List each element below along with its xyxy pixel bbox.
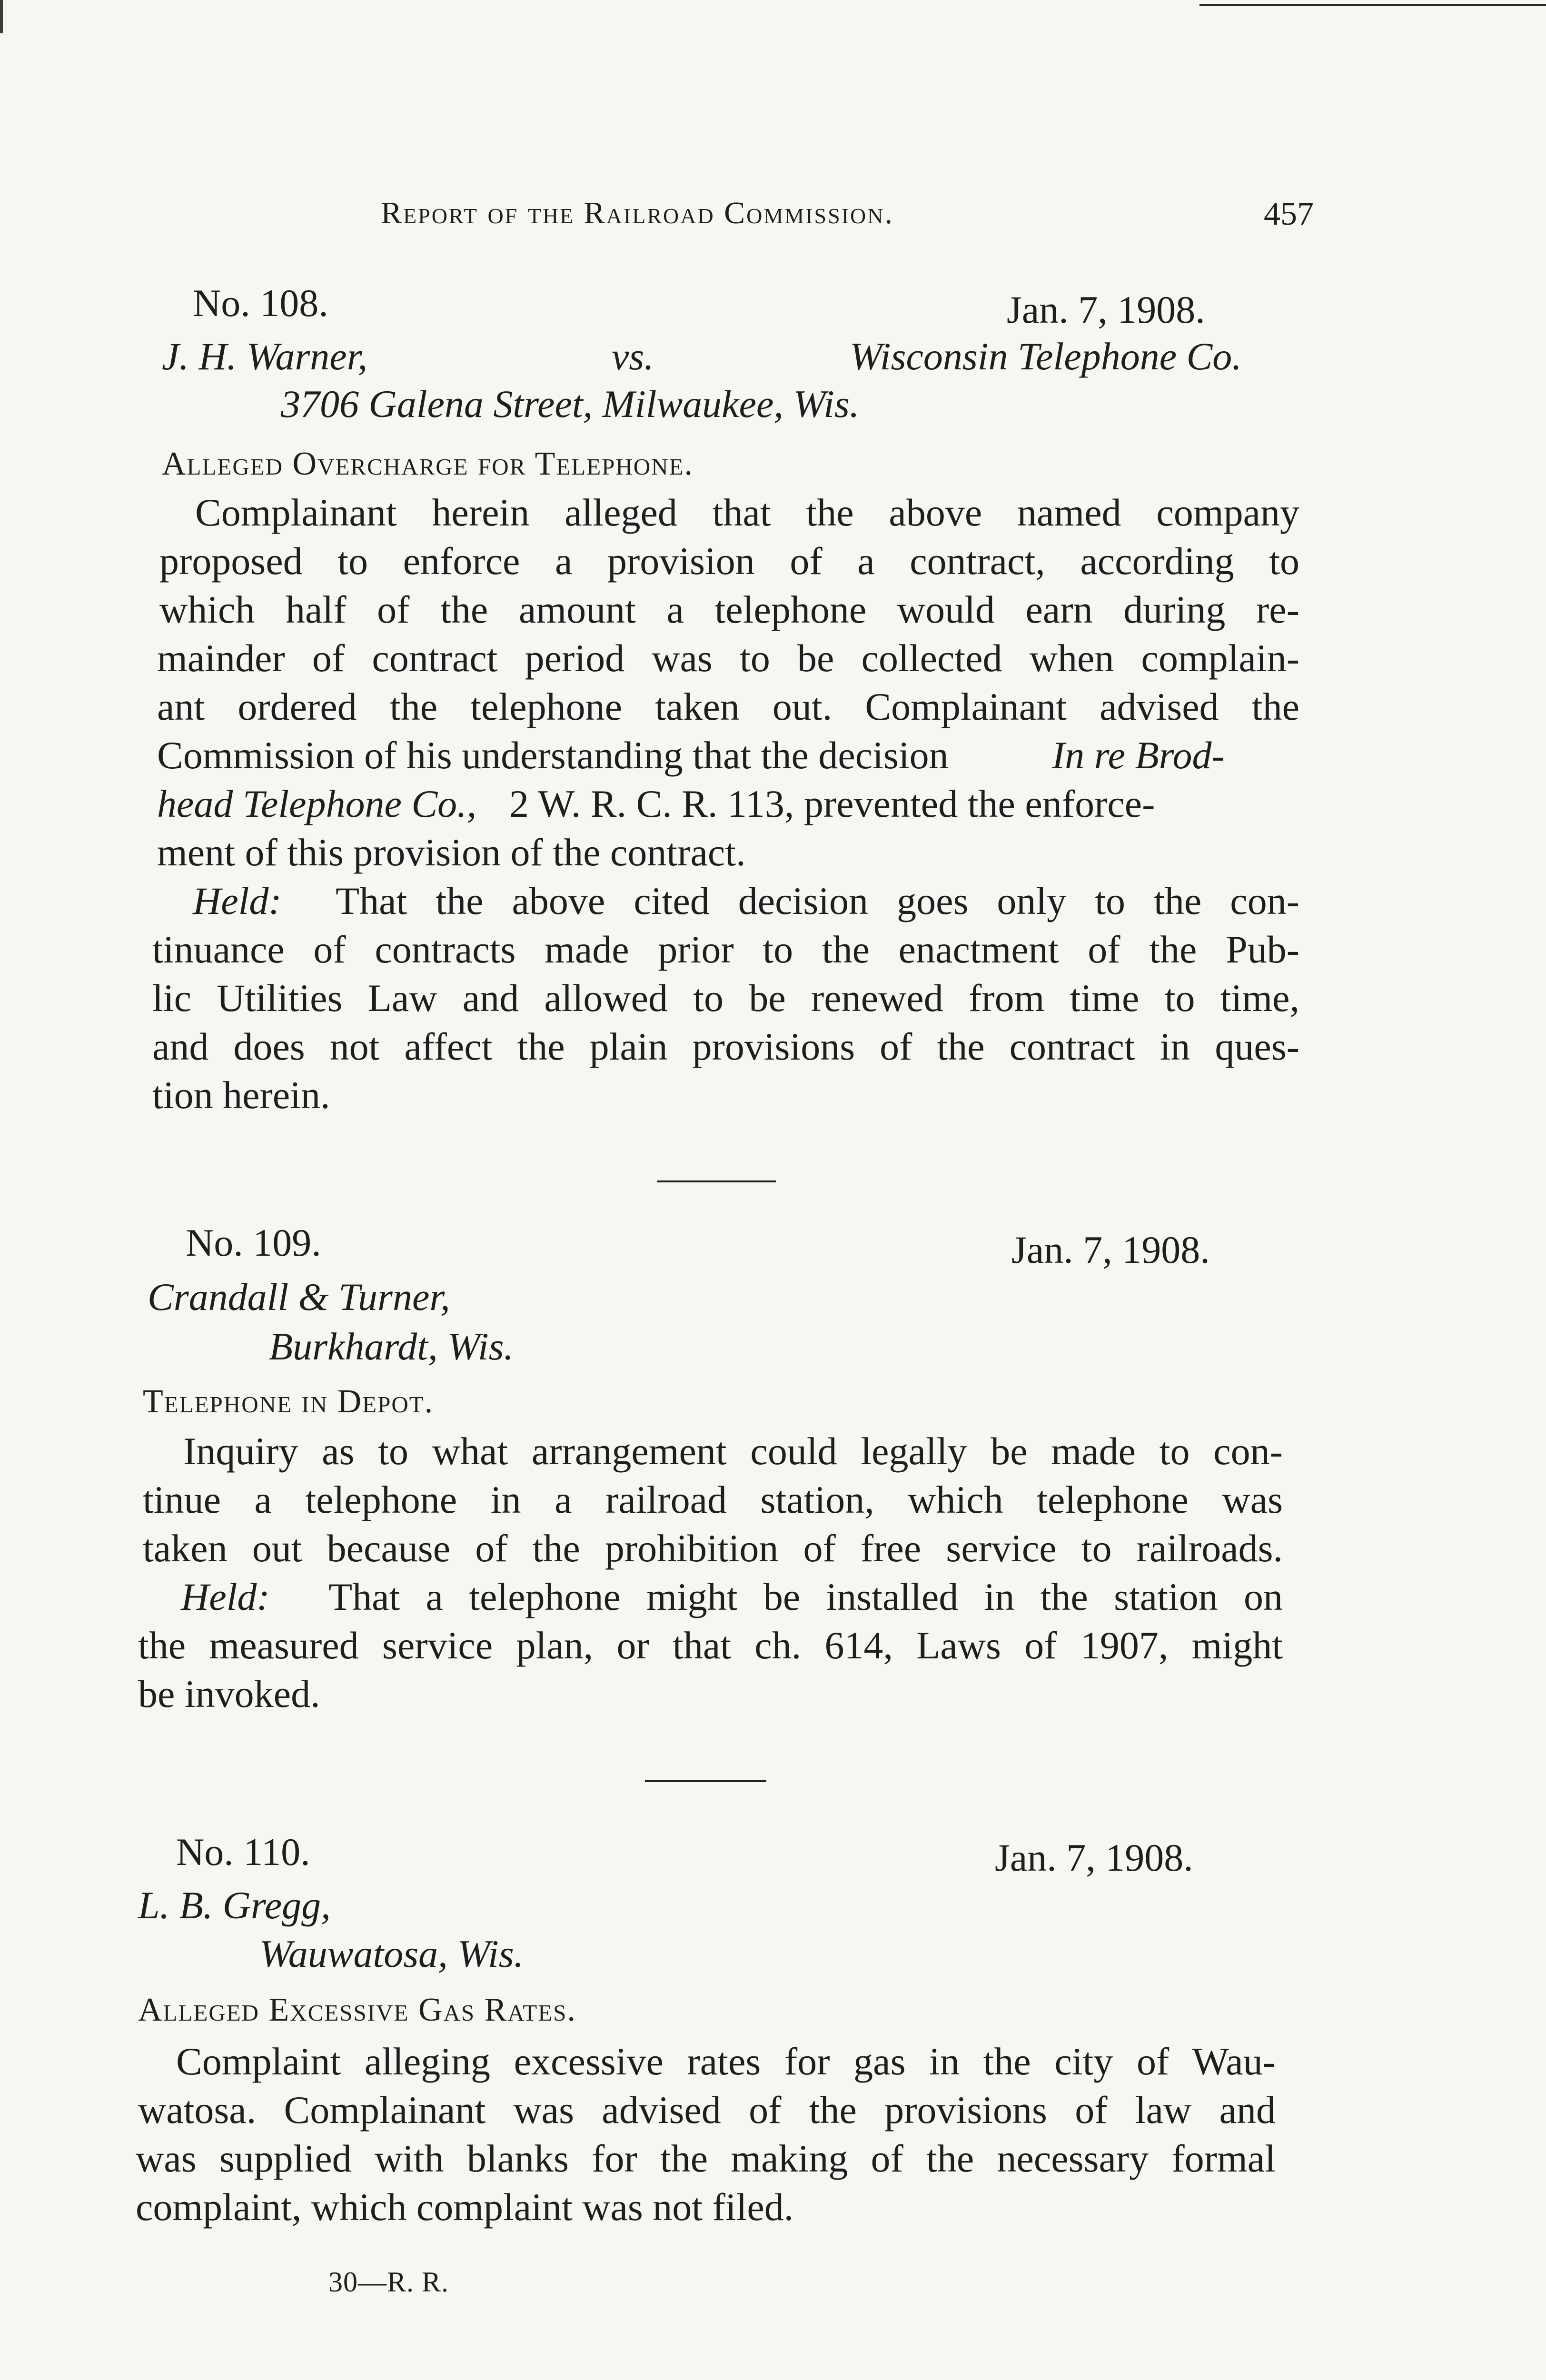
complainant-address: Wauwatosa, Wis. [259,1932,524,1975]
body-line: ment of this provision of the contract. [157,831,746,874]
body-line: Complaint alleging excessive rates for gas in the city of Wau- [176,2040,1276,2083]
case-citation: In re Brod- [1052,734,1225,777]
entry-subject: Telephone in Depot. [143,1383,434,1420]
held-line: That a telephone might be installed in the station on [328,1575,1283,1618]
versus: vs. [612,335,654,378]
complainant-name: J. H. Warner, [162,335,368,378]
body-line: Complainant herein alleged that the above named company [195,491,1299,534]
held-label: Held: [181,1575,270,1618]
running-header [381,195,1314,238]
body-line: ant ordered the telephone taken out. Complainant advised the [157,685,1299,728]
held-label: Held: [193,879,282,922]
entry-number: No. 109. [186,1221,321,1264]
complainant-address: Burkhardt, Wis. [269,1325,514,1368]
case-citation: head Telephone Co., [157,782,477,825]
body-line: which half of the amount a telephone would earn during re- [159,588,1299,631]
held-line: lic Utilities Law and allowed to be renewed from time to time, [152,976,1299,1020]
entry-subject: Alleged Excessive Gas Rates. [138,1992,576,2028]
entry-date: Jan. 7, 1908. [995,1836,1193,1879]
held-line: That the above cited decision goes only to the con- [336,879,1299,922]
held-line: and does not affect the plain provisions of the contract in ques- [152,1025,1299,1068]
page-number: 457 [1264,196,1314,232]
page-edge-left [0,0,3,33]
body-line: proposed to enforce a provision of a contract, according to [159,539,1299,583]
held-line: the measured service plan, or that ch. 614, Laws of 1907, might [138,1624,1283,1667]
held-line: tion herein. [152,1073,330,1117]
complainant-address: 3706 Galena Street, Milwaukee, Wis. [281,382,860,426]
entry-subject: Alleged Overcharge for Telephone. [162,446,694,482]
entry-number: No. 108. [193,281,328,325]
body-line: Inquiry as to what arrangement could legally be made to con- [183,1429,1283,1473]
entry-date: Jan. 7, 1908. [1011,1228,1210,1271]
section-divider [645,1780,766,1782]
body-line: watosa. Complainant was advised of the provisions of law and [138,2088,1276,2132]
running-title: Report of the Railroad Commission. [381,196,894,230]
body-line: was supplied with blanks for the making of the necessary formal [136,2137,1276,2180]
respondent-name: Wisconsin Telephone Co. [850,335,1242,378]
page-edge [1199,4,1546,6]
held-line: tinuance of contracts made prior to the enactment of the Pub- [152,928,1299,971]
body-line: complaint, which complaint was not filed. [136,2185,794,2229]
entry-number: No. 110. [176,1830,310,1874]
body-line: tinue a telephone in a railroad station, which telephone was [143,1478,1283,1521]
body-line: mainder of contract period was to be collected when complain- [157,636,1299,680]
body-line: 2 W. R. C. R. 113, prevented the enforce- [509,782,1155,825]
held-line: be invoked. [138,1672,320,1716]
body-line: Commission of his understanding that the decision [157,734,949,777]
complainant-name: Crandall & Turner, [148,1275,450,1319]
section-divider [657,1180,776,1182]
signature-mark: 30—R. R. [328,2266,449,2298]
body-line: taken out because of the prohibition of free service to railroads. [143,1527,1283,1570]
entry-date: Jan. 7, 1908. [1007,288,1205,331]
complainant-name: L. B. Gregg, [138,1884,331,1927]
